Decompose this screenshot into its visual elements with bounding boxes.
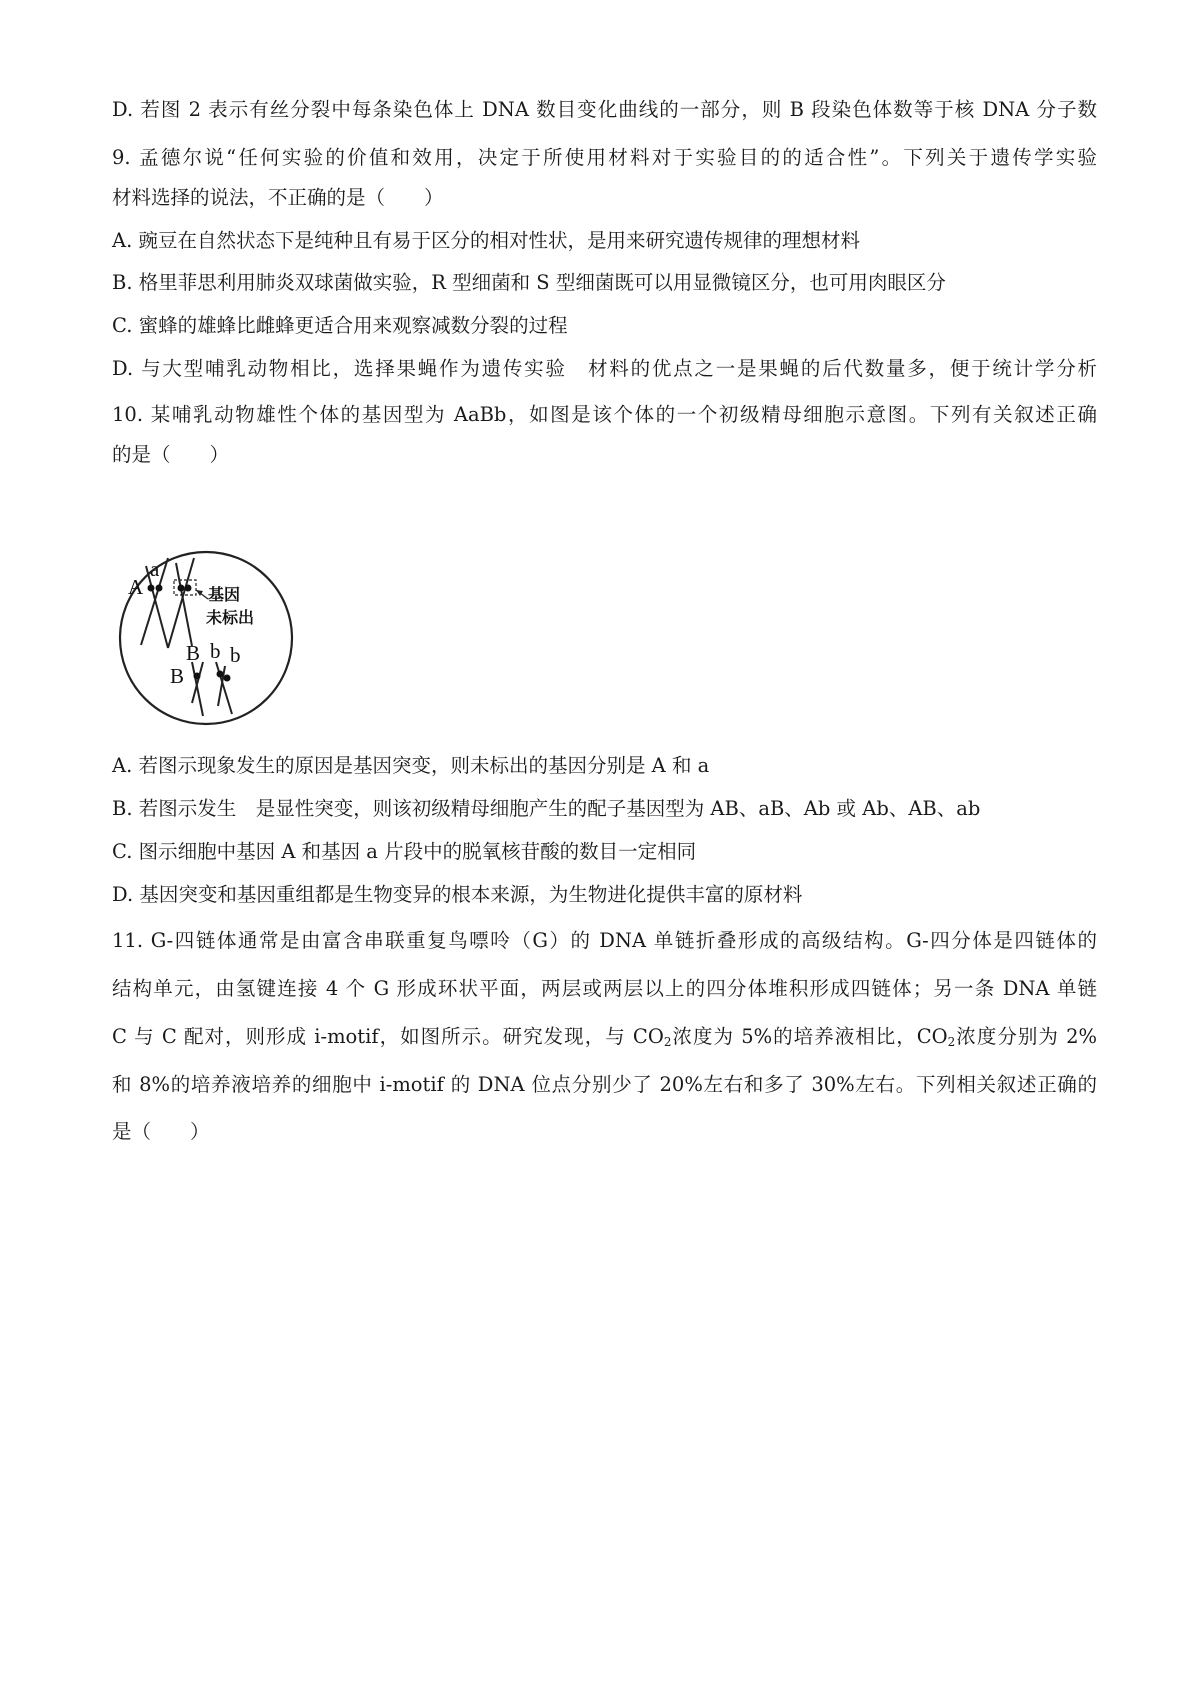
gene-dot bbox=[148, 585, 155, 592]
gene-label-b2: b bbox=[230, 643, 241, 667]
gene-dot bbox=[185, 585, 192, 592]
gene-label-a: a bbox=[150, 557, 160, 581]
question-11-stem-1: 11. G-四链体通常是由富含串联重复鸟嘌呤（G）的 DNA 单链折叠形成的高级结构。G-四分体是四链体的 bbox=[112, 929, 1097, 952]
gene-dot bbox=[224, 675, 231, 682]
option-10c: C. 图示细胞中基因 A 和基因 a 片段中的脱氧核苷酸的数目一定相同 bbox=[112, 840, 697, 863]
question-9-stem-2: 材料选择的说法，不正确的是（ ） bbox=[112, 186, 444, 209]
question-11-stem-4: 和 8%的培养液培养的细胞中 i-motif 的 DNA 位点分别少了 20%左右和多了 30%左右。下列相关叙述正确的 bbox=[112, 1073, 1097, 1096]
annotation-label-line2: 未标出 bbox=[206, 610, 255, 627]
gene-dot bbox=[217, 671, 224, 678]
cell-outline bbox=[120, 552, 292, 724]
question-9-stem-1: 9. 孟德尔说“任何实验的价值和效用，决定于所使用材料对于实验目的的适合性”。下列关于遗传学实验 bbox=[112, 146, 1097, 169]
gene-dot bbox=[194, 673, 201, 680]
gene-dot bbox=[178, 585, 185, 592]
gene-label-A: A bbox=[128, 575, 144, 599]
option-8d: D. 若图 2 表示有丝分裂中每条染色体上 DNA 数目变化曲线的一部分，则 B 段染色体数等于核 DNA 分子数 bbox=[112, 98, 1097, 121]
primary-spermatocyte-diagram bbox=[108, 548, 304, 728]
option-9b: B. 格里菲思利用肺炎双球菌做实验，R 型细菌和 S 型细菌既可以用显微镜区分，也可用肉眼区分 bbox=[112, 271, 946, 294]
gene-label-b1: b bbox=[210, 639, 221, 663]
gene-label-B-left: B bbox=[170, 664, 185, 688]
option-9d: D. 与大型哺乳动物相比，选择果蝇作为遗传实验 材料的优点之一是果蝇的后代数量多，便于统计学分析 bbox=[112, 357, 1097, 380]
option-10d: D. 基因突变和基因重组都是生物变异的根本来源，为生物进化提供丰富的原材料 bbox=[112, 883, 803, 906]
annotation-label-line1: 基因 bbox=[208, 587, 241, 604]
option-10b: B. 若图示发生 是显性突变，则该初级精母细胞产生的配子基因型为 AB、aB、Ab 或 Ab、AB、ab bbox=[112, 797, 981, 820]
question-11-stem-2: 结构单元，由氢键连接 4 个 G 形成环状平面，两层或两层以上的四分体堆积形成四链体；另一条 DNA 单链 bbox=[112, 977, 1097, 1000]
option-9a: A. 豌豆在自然状态下是纯种且有易于区分的相对性状，是用来研究遗传规律的理想材料 bbox=[112, 229, 860, 252]
question-11-stem-3: C 与 C 配对，则形成 i-motif，如图所示。研究发现，与 $CO_2$浓度为 5%的培养液相比，$CO_2$浓度分别为 2% bbox=[112, 1025, 1097, 1049]
question-11-stem-5: 是（ ） bbox=[112, 1120, 210, 1143]
gene-label-B-top: B bbox=[186, 641, 201, 665]
question-10-stem-1: 10. 某哺乳动物雄性个体的基因型为 AaBb，如图是该个体的一个初级精母细胞示意图。下列有关叙述正确 bbox=[112, 403, 1097, 426]
option-9c: C. 蜜蜂的雄蜂比雌蜂更适合用来观察减数分裂的过程 bbox=[112, 314, 568, 337]
question-10-stem-2: 的是（ ） bbox=[112, 443, 230, 466]
gene-dot bbox=[156, 585, 163, 592]
option-10a: A. 若图示现象发生的原因是基因突变，则未标出的基因分别是 A 和 a bbox=[112, 754, 710, 777]
